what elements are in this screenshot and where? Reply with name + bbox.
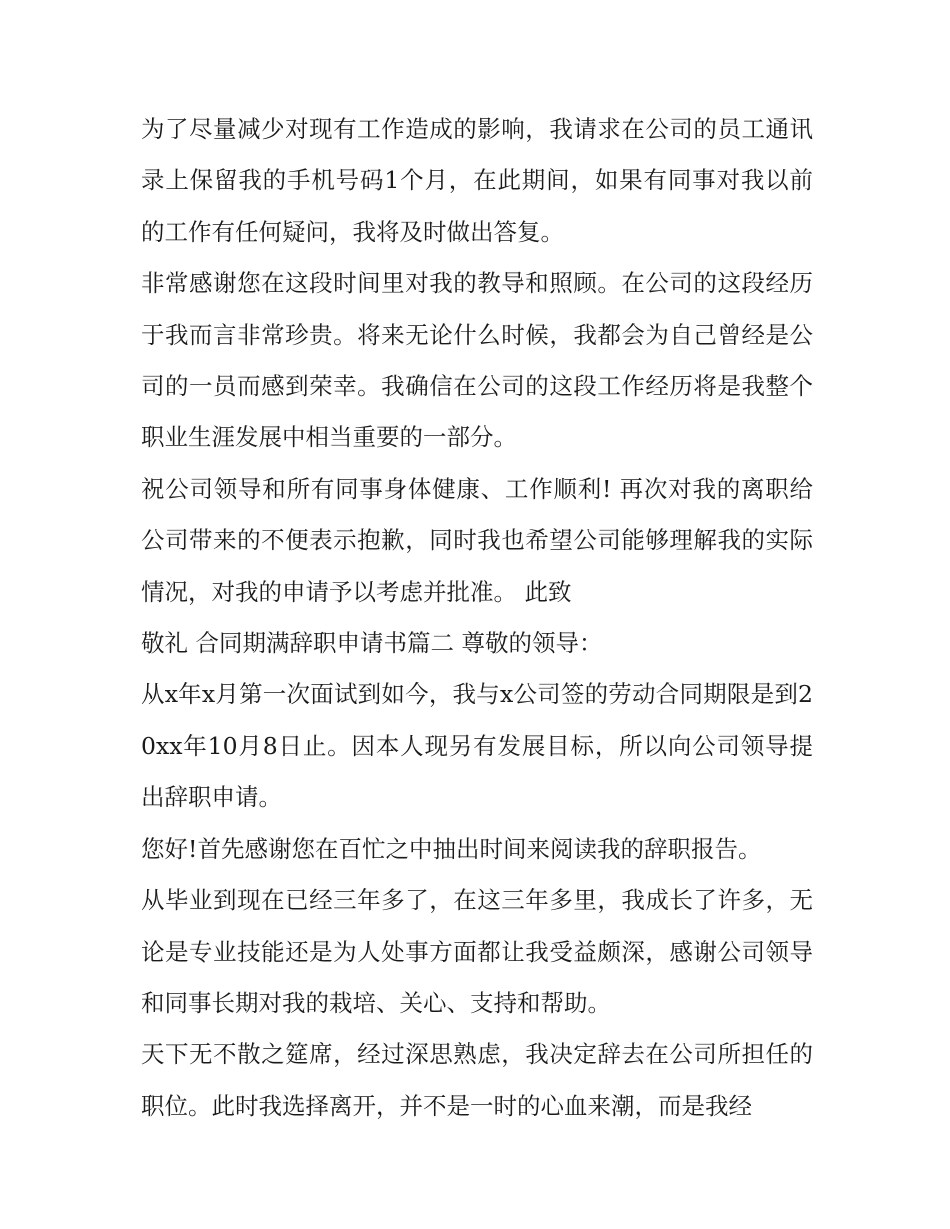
document-body <box>141 104 813 1132</box>
paragraph-salutation-heading: 敬礼 合同期满辞职申请书篇二 尊敬的领导： <box>141 629 603 658</box>
paragraph-wishes: 祝公司领导和所有同事身体健康、工作顺利! 再次对我的离职给公司带来的不便表示抱歉，同时我也希望公司能够理解我的实际情况，对我的申请予以考虑并批准。 此致 <box>141 474 813 606</box>
paragraph-decision: 天下无不散之筵席，经过深思熟虑，我决定辞去在公司所担任的职位。此时我选择离开，并不是一时的心血来潮，而是我经 <box>141 1040 813 1120</box>
paragraph-growth: 从毕业到现在已经三年多了，在这三年多里，我成长了许多，无论是专业技能还是为人处事方面都让我受益颇深，感谢公司领导和同事长期对我的栽培、关心、支持和帮助。 <box>141 886 813 1017</box>
paragraph-contract-term: 从x年x月第一次面试到如今，我与x公司签的劳动合同期限是到20xx年10月8日止。因本人现另有发展目标，所以向公司领导提出辞职申请。 <box>141 680 813 812</box>
paragraph-gratitude: 非常感谢您在这段时间里对我的教导和照顾。在公司的这段经历于我而言非常珍贵。将来无论什么时候，我都会为自己曾经是公司的一员而感到荣幸。我确信在公司的这段工作经历将是我整个职业生涯发展中相当重要的一部分。 <box>141 269 813 452</box>
paragraph-greeting: 您好!首先感谢您在百忙之中抽出时间来阅读我的辞职报告。 <box>141 834 762 863</box>
paragraph-contact-retention: 为了尽量减少对现有工作造成的影响，我请求在公司的员工通讯录上保留我的手机号码1个月，在此期间，如果有同事对我以前的工作有任何疑问，我将及时做出答复。 <box>141 115 813 246</box>
